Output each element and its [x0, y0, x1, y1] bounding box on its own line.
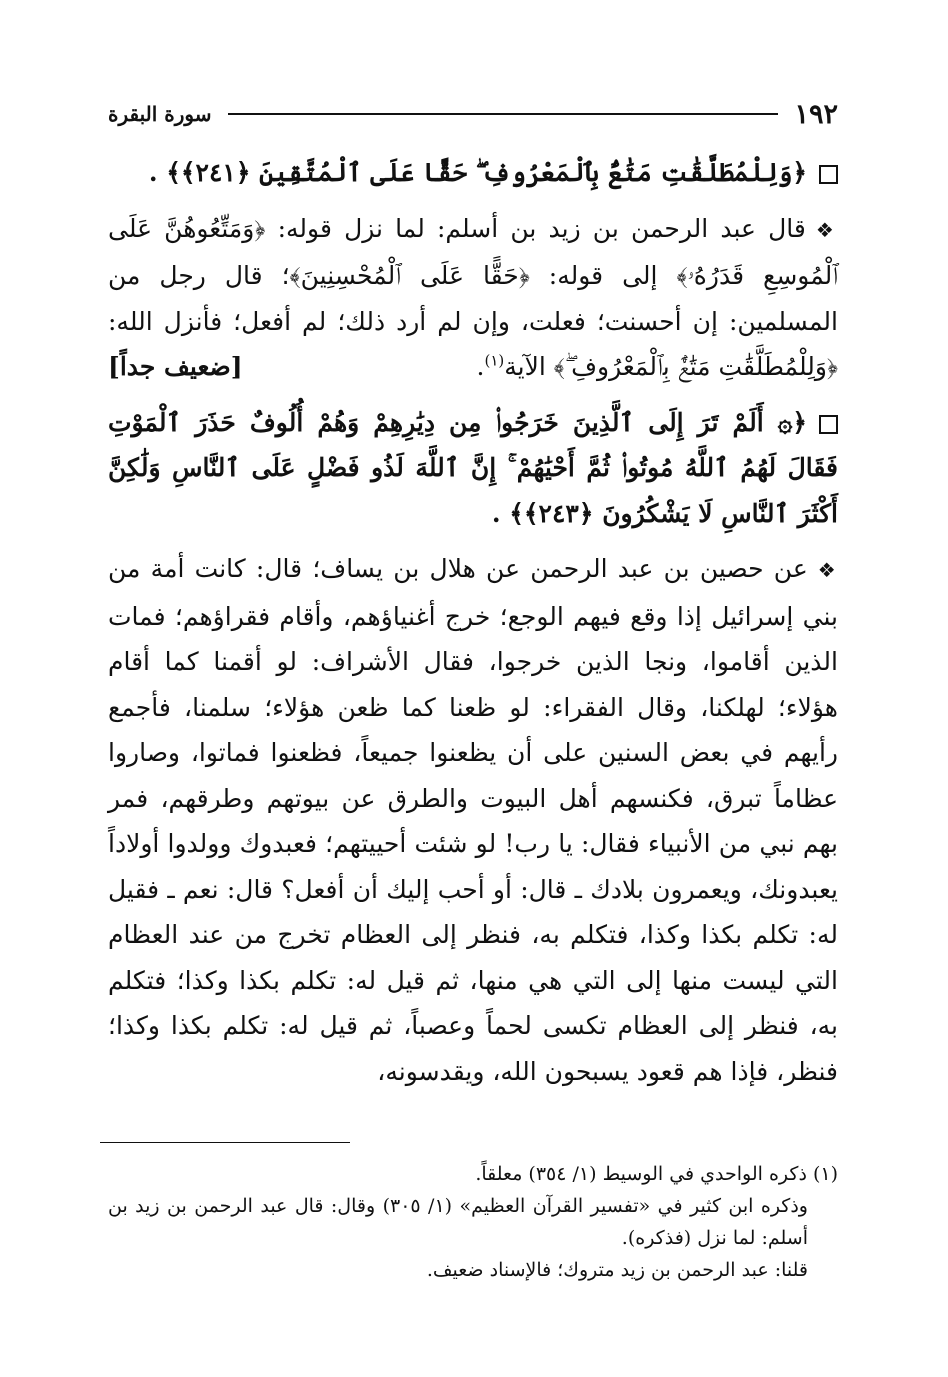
footnote-item: (١) ذكره الواحدي في الوسيط (١/ ٣٥٤) معلقاً.	[475, 1163, 838, 1185]
narration-entry	[108, 206, 838, 390]
footnote-item: وذكره ابن كثير في «تفسير القرآن العظيم» (١/ ٣٠٥) وقال: قال عبد الرحمن بن زيد بن أسلم: لما نزل (فذكره).	[108, 1195, 808, 1249]
square-box-icon	[819, 415, 838, 434]
surah-name: سورة البقرة	[108, 102, 212, 126]
verse-entry	[108, 400, 838, 537]
ayah-text: ﴿وَلِلْمُطَلَّقَٰتِ مَتَٰعٌۢ بِٱلْمَعْرُوفِ ۖ حَقًّا عَلَى ٱلْمُتَّقِينَ ﴿٢٤١﴾﴾ .	[148, 158, 807, 187]
footnote-separator	[100, 1142, 350, 1143]
four-diamond-icon: ❖	[815, 217, 838, 242]
header-rule	[228, 113, 779, 115]
square-box-icon	[819, 165, 838, 184]
footnote-reference: (١)	[484, 351, 505, 370]
main-text	[108, 150, 838, 1094]
four-diamond-icon: ❖	[817, 558, 838, 582]
verse-entry	[108, 150, 838, 196]
footnotes	[108, 1158, 838, 1286]
sentence-end: .	[476, 352, 485, 381]
ayah-text: ﴿۞ أَلَمْ تَرَ إِلَى ٱلَّذِينَ خَرَجُوا۟ مِن دِيَٰرِهِمْ وَهُمْ أُلُوفٌ حَذَرَ ٱلْمَوْتِ فَقَالَ لَهُمُ ٱللَّهُ مُوتُوا۟ ثُمَّ أَحْيَٰهُمْ ۚ إِنَّ ٱللَّهَ لَذُو فَضْلٍ عَلَى ٱلنَّاسِ وَلَٰكِنَّ أَكْثَرَ ٱلنَّاسِ لَا يَشْكُرُونَ ﴿٢٤٣﴾﴾ .	[108, 407, 838, 528]
page-number: ١٩٢	[794, 98, 838, 130]
footnote-item: قلنا: عبد الرحمن بن زيد متروك؛ فالإسناد ضعيف.	[426, 1259, 808, 1281]
narration-text: قال عبد الرحمن بن زيد بن أسلم: لما نزل قوله: ﴿وَمَتِّعُوهُنَّ عَلَى ٱلْمُوسِعِ قَدَرُهُۥ﴾ إلى قوله: ﴿حَقًّا عَلَى ٱلْمُحْسِنِينَ﴾؛ قال رجل من المسلمين: إن أحسنت؛ فعلت، وإن لم أرد ذلك؛ لم أفعل؛ فأنزل الله: ﴿وَلِلْمُطَلَّقَٰتِ مَتَٰعٌۢ بِٱلْمَعْرُوفِ ۖ﴾ الآية	[108, 213, 838, 381]
hadith-grade: [ضعيف جداً]	[108, 352, 243, 381]
running-header	[108, 94, 838, 134]
narration-text: عن حصين بن عبد الرحمن عن هلال بن يساف؛ قال: كانت أمة من بني إسرائيل إذا وقع فيهم الوجع؛ خرج أغنياؤهم، وأقام فقراؤهم؛ فمات الذين أقاموا، ونجا الذين خرجوا، فقال الأشراف: لو أقمنا كما أقام هؤلاء؛ لهلكنا، وقال الفقراء: لو ظعنا كما ظعن هؤلاء؛ سلمنا، فأجمع رأيهم في بعض السنين على أن يظعنوا جميعاً، فظعنوا فماتوا، وصاروا عظاماً تبرق، فكنسهم أهل البيوت والطرق عن بيوتهم وطرقهم، فمر بهم نبي من الأنبياء فقال: يا رب! لو شئت أحييتهم؛ فعبدوك وولدوا أولاداً يعبدونك، ويعمرون بلادك ـ قال: أو أحب إليك أن أفعل؟ قال: نعم ـ فقيل له: تكلم بكذا وكذا، فتكلم به، فنظر إلى العظام تخرج من عند العظام التي ليست منها إلى التي هي منها، ثم قيل له: تكلم بكذا وكذا؛ فتكلم به، فنظر إلى العظام تكسى لحماً وعصباً، ثم قيل له: تكلم بكذا وكذا؛ فنظر، فإذا هم قعود يسبحون الله، ويقدسونه،	[108, 554, 838, 1086]
narration-entry	[108, 546, 838, 1094]
